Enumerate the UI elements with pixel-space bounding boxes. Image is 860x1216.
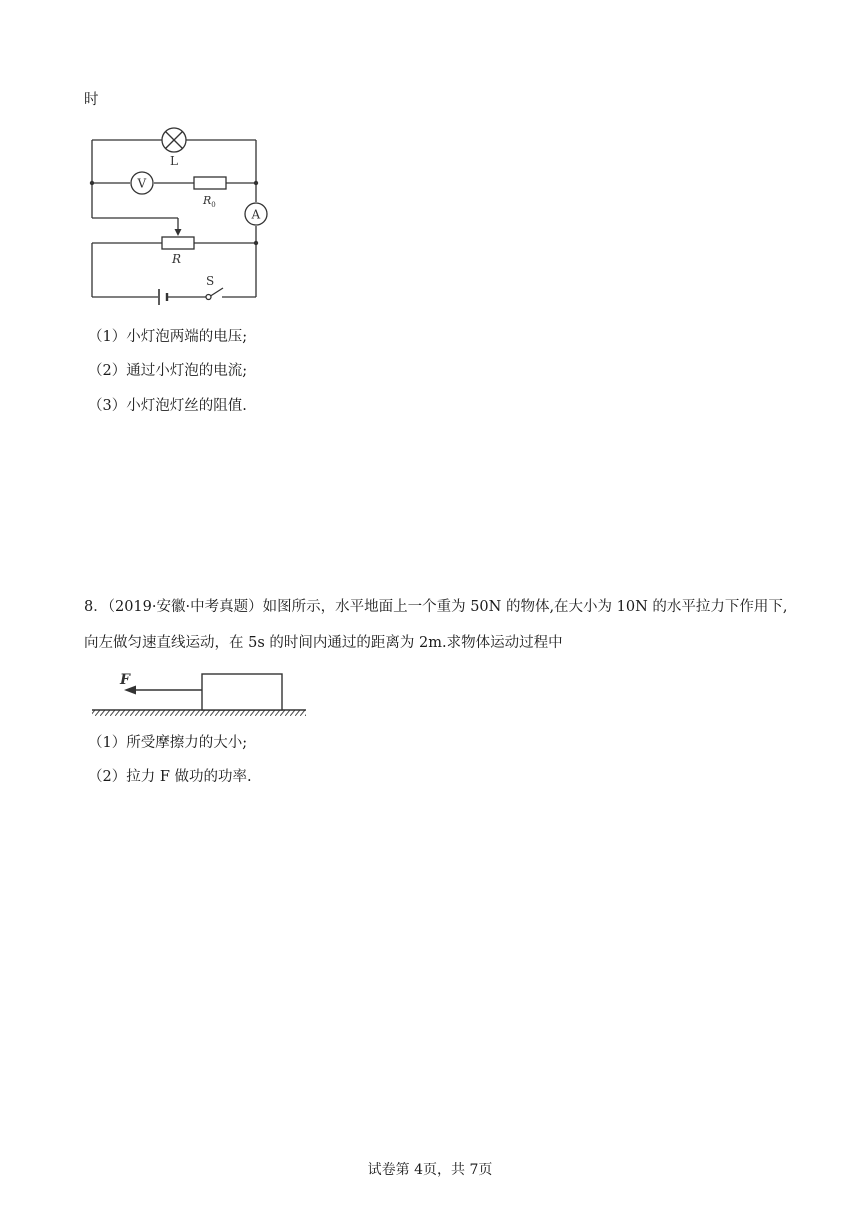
q7-sub-question-1: （1）小灯泡两端的电压; bbox=[88, 329, 248, 345]
voltmeter-label: V bbox=[137, 176, 147, 191]
ammeter-label: A bbox=[251, 207, 261, 222]
q8-stem-line-2: 向左做匀速直线运动，在 5s 的时间内通过的距离为 2m.求物体运动过程中 bbox=[84, 635, 563, 651]
q7-sub-question-2: （2）通过小灯泡的电流; bbox=[88, 363, 248, 379]
force-label: F bbox=[120, 672, 130, 688]
block-force-diagram bbox=[80, 662, 320, 727]
q8-sub-question-1: （1）所受摩擦力的大小; bbox=[88, 735, 248, 751]
rheostat-symbol bbox=[162, 237, 194, 249]
q8-sub-question-2: （2）拉力 F 做功的功率. bbox=[88, 769, 252, 785]
ground-hatching bbox=[92, 710, 306, 716]
slider-arrow bbox=[175, 229, 182, 236]
lamp-label: L bbox=[170, 154, 178, 168]
circuit-diagram bbox=[80, 122, 280, 312]
rheostat-label: R bbox=[172, 252, 182, 266]
continued-text-fragment: 时 bbox=[84, 92, 99, 108]
page-footer: 试卷第 4页，共 7页 bbox=[367, 1162, 493, 1178]
block bbox=[202, 674, 282, 710]
q8-stem-line-1: 8．（2019·安徽·中考真题）如图所示，水平地面上一个重为 50N 的物体,在大小为 10N 的水平拉力下作用下, bbox=[84, 599, 788, 615]
switch-label: S bbox=[206, 274, 215, 288]
q7-sub-question-3: （3）小灯泡灯丝的阻值. bbox=[88, 398, 247, 414]
lamp-symbol bbox=[162, 128, 186, 152]
battery-symbol bbox=[159, 289, 167, 305]
switch-symbol bbox=[206, 288, 223, 300]
fixed-resistor-label: $R_0$ bbox=[203, 194, 216, 209]
fixed-resistor-symbol bbox=[194, 177, 226, 189]
